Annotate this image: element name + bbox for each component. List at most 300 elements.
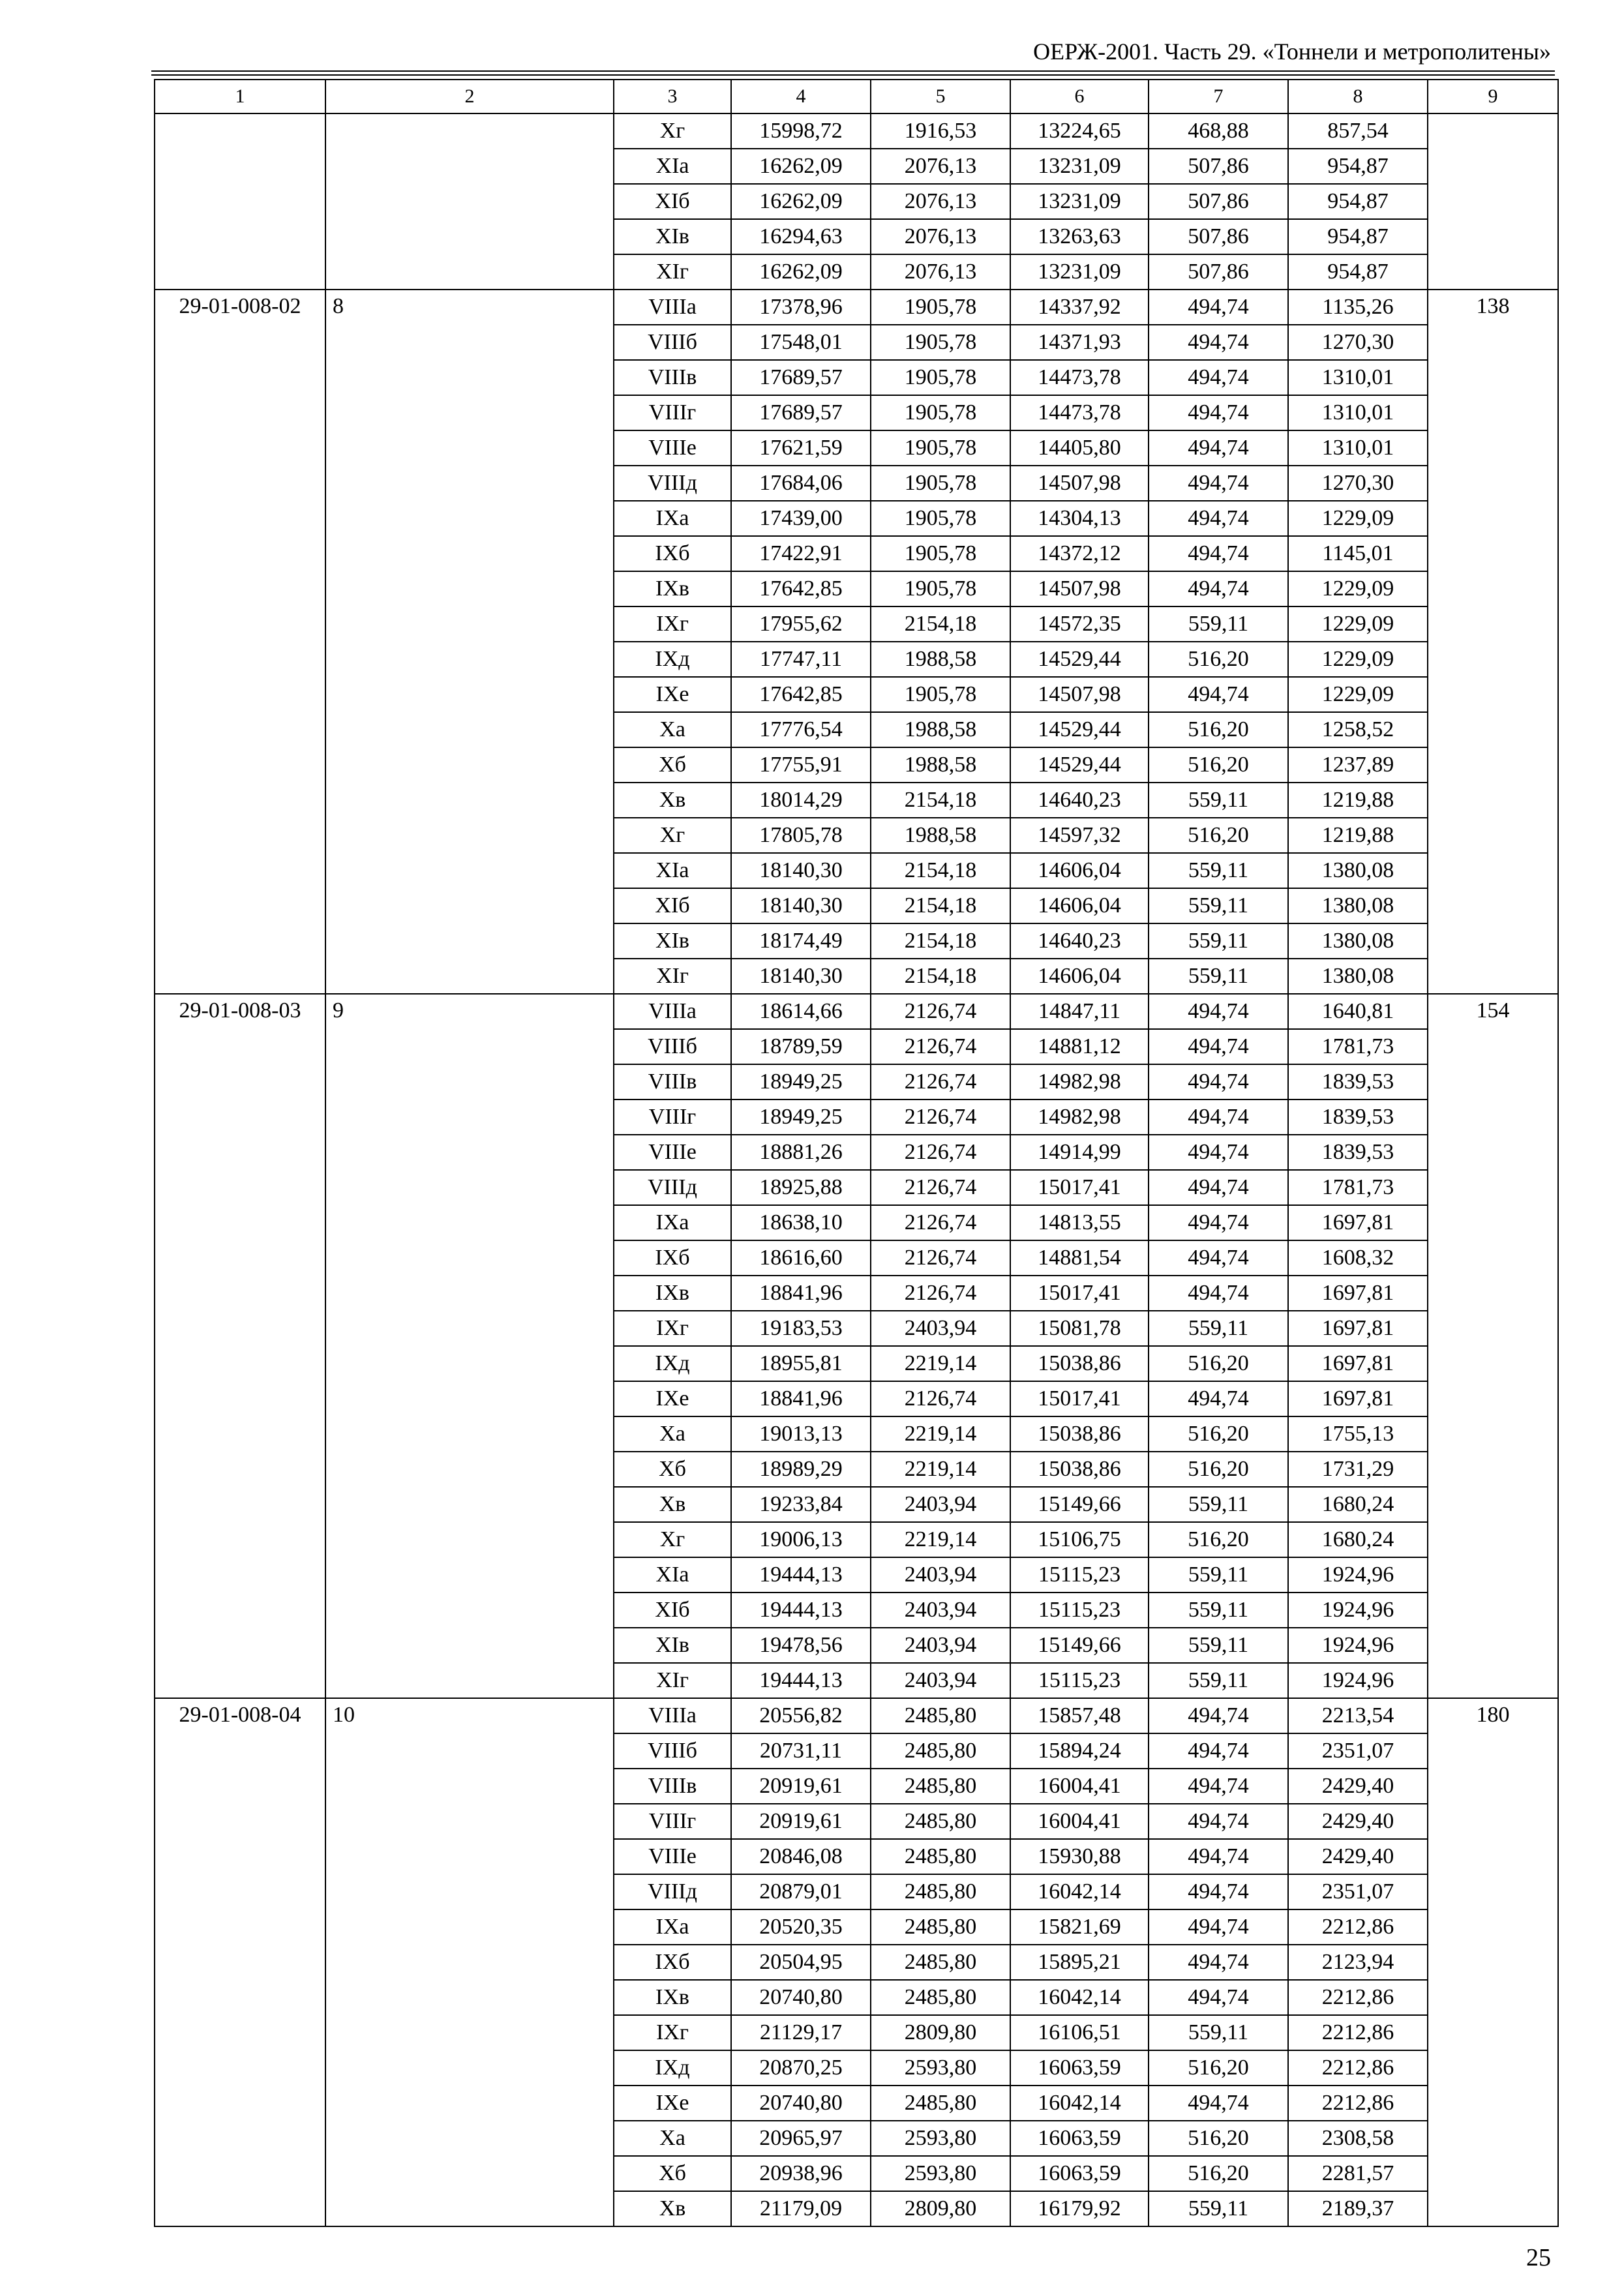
materials-cost: 1781,73: [1288, 1029, 1428, 1064]
materials-cost: 1258,52: [1288, 712, 1428, 747]
row-parameter: Xг: [614, 1522, 731, 1557]
machine-cost: 14813,55: [1010, 1205, 1149, 1240]
labor-cost: 2154,18: [871, 606, 1010, 642]
labor-cost: 2154,18: [871, 923, 1010, 959]
materials-cost: 1380,08: [1288, 888, 1428, 923]
labor-cost: 2076,13: [871, 219, 1010, 254]
machine-cost: 14606,04: [1010, 853, 1149, 888]
materials-cost: 2429,40: [1288, 1769, 1428, 1804]
row-parameter: Xб: [614, 1452, 731, 1487]
total-cost: 17955,62: [731, 606, 871, 642]
materials-cost: 1697,81: [1288, 1311, 1428, 1346]
materials-cost: 2212,86: [1288, 2086, 1428, 2121]
row-parameter: IXд: [614, 642, 731, 677]
column-number: 1: [155, 80, 325, 113]
labor-cost: 2485,80: [871, 1769, 1010, 1804]
row-parameter: VIIIд: [614, 1170, 731, 1205]
labor-cost: 1988,58: [871, 642, 1010, 677]
total-cost: 21129,17: [731, 2015, 871, 2050]
total-cost: 20919,61: [731, 1769, 871, 1804]
row-parameter: XIа: [614, 149, 731, 184]
materials-cost: 1924,96: [1288, 1628, 1428, 1663]
column-number: 8: [1288, 80, 1428, 113]
machine-cost: 16063,59: [1010, 2121, 1149, 2156]
materials-cost: 954,87: [1288, 219, 1428, 254]
row-parameter: Xб: [614, 2156, 731, 2191]
row-parameter: VIIIв: [614, 1064, 731, 1100]
labor-cost: 2126,74: [871, 1100, 1010, 1135]
header-rule: [151, 74, 1555, 76]
labor-cost: 2126,74: [871, 1029, 1010, 1064]
machine-cost: 16042,14: [1010, 1980, 1149, 2015]
row-parameter: Xа: [614, 1416, 731, 1452]
materials-cost: 1755,13: [1288, 1416, 1428, 1452]
machinist-wage: 516,20: [1149, 818, 1288, 853]
machine-cost: 14606,04: [1010, 959, 1149, 994]
labor-cost: 1905,78: [871, 571, 1010, 606]
rate-code: 29-01-008-03: [155, 994, 325, 1698]
labor-cost: 2126,74: [871, 1135, 1010, 1170]
machine-cost: 16179,92: [1010, 2191, 1149, 2226]
row-parameter: IXд: [614, 1346, 731, 1381]
column-number: 6: [1010, 80, 1149, 113]
total-cost: 20938,96: [731, 2156, 871, 2191]
machinist-wage: 494,74: [1149, 536, 1288, 571]
total-cost: 20965,97: [731, 2121, 871, 2156]
machinist-wage: 559,11: [1149, 1487, 1288, 1522]
machine-cost: 15895,21: [1010, 1945, 1149, 1980]
materials-cost: 954,87: [1288, 184, 1428, 219]
machinist-wage: 494,74: [1149, 1909, 1288, 1945]
machinist-wage: 507,86: [1149, 254, 1288, 290]
machinist-wage: 494,74: [1149, 1240, 1288, 1276]
materials-cost: 2351,07: [1288, 1733, 1428, 1769]
row-parameter: IXг: [614, 1311, 731, 1346]
total-cost: 16262,09: [731, 149, 871, 184]
labor-cost: 1905,78: [871, 360, 1010, 395]
labor-cost: 2593,80: [871, 2156, 1010, 2191]
machinist-wage: 516,20: [1149, 1452, 1288, 1487]
labor-cost: 1988,58: [871, 818, 1010, 853]
materials-cost: 1229,09: [1288, 501, 1428, 536]
machine-cost: 15017,41: [1010, 1381, 1149, 1416]
machinist-wage: 494,74: [1149, 1980, 1288, 2015]
labor-cost: 2126,74: [871, 1276, 1010, 1311]
machine-cost: 15017,41: [1010, 1276, 1149, 1311]
machine-cost: 15081,78: [1010, 1311, 1149, 1346]
machinist-wage: 494,74: [1149, 1874, 1288, 1909]
column-number: 2: [325, 80, 614, 113]
machinist-wage: 494,74: [1149, 2086, 1288, 2121]
machinist-wage: 559,11: [1149, 959, 1288, 994]
labor-cost: 2593,80: [871, 2050, 1010, 2086]
machine-cost: 14304,13: [1010, 501, 1149, 536]
machinist-wage: 516,20: [1149, 2156, 1288, 2191]
materials-cost: 1229,09: [1288, 677, 1428, 712]
materials-cost: 2281,57: [1288, 2156, 1428, 2191]
machinist-wage: 494,74: [1149, 1064, 1288, 1100]
row-parameter: Xа: [614, 2121, 731, 2156]
machinist-wage: 516,20: [1149, 712, 1288, 747]
machinist-wage: 559,11: [1149, 923, 1288, 959]
rate-code: 29-01-008-04: [155, 1698, 325, 2226]
total-cost: 20556,82: [731, 1698, 871, 1733]
machine-cost: 14640,23: [1010, 783, 1149, 818]
total-cost: 20870,25: [731, 2050, 871, 2086]
labor-cost: 1988,58: [871, 712, 1010, 747]
document-header-title: ОЕРЖ-2001. Часть 29. «Тоннели и метрополитены»: [1033, 38, 1551, 65]
labor-cost: 2809,80: [871, 2191, 1010, 2226]
labor-cost: 2403,94: [871, 1311, 1010, 1346]
machinist-wage: 494,74: [1149, 325, 1288, 360]
total-cost: 16262,09: [731, 254, 871, 290]
materials-cost: 1229,09: [1288, 642, 1428, 677]
materials-cost: 1310,01: [1288, 395, 1428, 430]
machine-cost: 14914,99: [1010, 1135, 1149, 1170]
column-number: 5: [871, 80, 1010, 113]
machinist-wage: 516,20: [1149, 1522, 1288, 1557]
row-parameter: Xг: [614, 113, 731, 149]
labor-cost: 1905,78: [871, 501, 1010, 536]
machinist-wage: 559,11: [1149, 783, 1288, 818]
total-cost: 17805,78: [731, 818, 871, 853]
materials-cost: 2123,94: [1288, 1945, 1428, 1980]
materials-cost: 1697,81: [1288, 1346, 1428, 1381]
row-parameter: Xб: [614, 747, 731, 783]
materials-cost: 1839,53: [1288, 1135, 1428, 1170]
row-parameter: IXе: [614, 1381, 731, 1416]
row-parameter: XIа: [614, 853, 731, 888]
rate-code-cell: [155, 113, 325, 290]
materials-cost: 1380,08: [1288, 959, 1428, 994]
materials-cost: 2429,40: [1288, 1804, 1428, 1839]
machine-cost: 14529,44: [1010, 642, 1149, 677]
machinist-wage: 559,11: [1149, 1663, 1288, 1698]
table-row: [155, 994, 1558, 1029]
row-parameter: IXв: [614, 1980, 731, 2015]
materials-cost: 1697,81: [1288, 1276, 1428, 1311]
row-parameter: VIIIв: [614, 360, 731, 395]
row-parameter: Xа: [614, 712, 731, 747]
materials-cost: 2212,86: [1288, 1909, 1428, 1945]
materials-cost: 1270,30: [1288, 466, 1428, 501]
table-row: [155, 290, 1558, 325]
labor-cost: 2219,14: [871, 1346, 1010, 1381]
rates-table: [154, 79, 1559, 2227]
row-parameter: Xв: [614, 2191, 731, 2226]
row-parameter: XIб: [614, 1593, 731, 1628]
total-cost: 18638,10: [731, 1205, 871, 1240]
materials-cost: 2189,37: [1288, 2191, 1428, 2226]
column-number: 9: [1428, 80, 1558, 113]
machine-cost: 14405,80: [1010, 430, 1149, 466]
labor-cost: 2126,74: [871, 1064, 1010, 1100]
total-cost: 18949,25: [731, 1064, 871, 1100]
row-parameter: Xв: [614, 1487, 731, 1522]
labor-cost: 2154,18: [871, 783, 1010, 818]
machine-cost: 14371,93: [1010, 325, 1149, 360]
machine-cost: 13231,09: [1010, 149, 1149, 184]
materials-cost: 1380,08: [1288, 853, 1428, 888]
labor-cost: 1905,78: [871, 290, 1010, 325]
total-cost: 20740,80: [731, 1980, 871, 2015]
machinist-wage: 494,74: [1149, 1205, 1288, 1240]
materials-cost: 1697,81: [1288, 1381, 1428, 1416]
row-parameter: VIIIе: [614, 1839, 731, 1874]
column-2-value: 10: [325, 1698, 614, 2226]
total-cost: 18989,29: [731, 1452, 871, 1487]
total-cost: 16294,63: [731, 219, 871, 254]
materials-cost: 2212,86: [1288, 2050, 1428, 2086]
materials-cost: 954,87: [1288, 149, 1428, 184]
labor-cost: 2485,80: [871, 1698, 1010, 1733]
row-parameter: IXв: [614, 571, 731, 606]
materials-cost: 1229,09: [1288, 571, 1428, 606]
total-cost: 19183,53: [731, 1311, 871, 1346]
machinist-wage: 559,11: [1149, 1557, 1288, 1593]
total-cost: 17439,00: [731, 501, 871, 536]
machinist-wage: 516,20: [1149, 642, 1288, 677]
total-cost: 18881,26: [731, 1135, 871, 1170]
machine-cost: 15149,66: [1010, 1487, 1149, 1522]
total-cost: 18140,30: [731, 853, 871, 888]
labor-cost: 2403,94: [871, 1593, 1010, 1628]
machine-cost: 16042,14: [1010, 2086, 1149, 2121]
machinist-wage: 494,74: [1149, 1381, 1288, 1416]
machinist-wage: 559,11: [1149, 606, 1288, 642]
machinist-wage: 494,74: [1149, 1135, 1288, 1170]
total-cost: 17689,57: [731, 395, 871, 430]
machinist-wage: 494,74: [1149, 290, 1288, 325]
total-cost: 17621,59: [731, 430, 871, 466]
row-parameter: XIб: [614, 184, 731, 219]
total-cost: 19013,13: [731, 1416, 871, 1452]
labor-cost: 2485,80: [871, 1980, 1010, 2015]
column-number: 3: [614, 80, 731, 113]
materials-cost: 1608,32: [1288, 1240, 1428, 1276]
row-parameter: Xг: [614, 818, 731, 853]
total-cost: 21179,09: [731, 2191, 871, 2226]
labor-cost: 2076,13: [871, 149, 1010, 184]
row-parameter: VIIIг: [614, 1100, 731, 1135]
machine-cost: 15821,69: [1010, 1909, 1149, 1945]
labor-cost: 2485,80: [871, 2086, 1010, 2121]
machinist-wage: 494,74: [1149, 1100, 1288, 1135]
machine-cost: 14507,98: [1010, 571, 1149, 606]
machinist-wage: 468,88: [1149, 113, 1288, 149]
machine-cost: 16004,41: [1010, 1804, 1149, 1839]
labor-cost: 2403,94: [871, 1557, 1010, 1593]
machinist-wage: 507,86: [1149, 184, 1288, 219]
machinist-wage: 559,11: [1149, 888, 1288, 923]
rate-code: 29-01-008-02: [155, 290, 325, 994]
labor-cost: 1905,78: [871, 395, 1010, 430]
total-cost: 17776,54: [731, 712, 871, 747]
labor-cost: 2403,94: [871, 1628, 1010, 1663]
labor-cost: 2076,13: [871, 184, 1010, 219]
labor-cost: 2154,18: [871, 853, 1010, 888]
labor-cost: 2219,14: [871, 1522, 1010, 1557]
column-2-value: 8: [325, 290, 614, 994]
row-parameter: IXд: [614, 2050, 731, 2086]
machinist-wage: 516,20: [1149, 1346, 1288, 1381]
materials-cost: 1135,26: [1288, 290, 1428, 325]
labor-cost: 2593,80: [871, 2121, 1010, 2156]
row-parameter: IXв: [614, 1276, 731, 1311]
column-number: 7: [1149, 80, 1288, 113]
total-cost: 18841,96: [731, 1276, 871, 1311]
materials-cost: 1380,08: [1288, 923, 1428, 959]
total-cost: 20740,80: [731, 2086, 871, 2121]
materials-cost: 2351,07: [1288, 1874, 1428, 1909]
labor-cost: 2126,74: [871, 1240, 1010, 1276]
row-parameter: IXг: [614, 2015, 731, 2050]
materials-cost: 1229,09: [1288, 606, 1428, 642]
labor-cost: 2485,80: [871, 1874, 1010, 1909]
labor-cost: 2126,74: [871, 994, 1010, 1029]
row-parameter: IXе: [614, 677, 731, 712]
column-9-value: 138: [1428, 290, 1558, 994]
machine-cost: 14847,11: [1010, 994, 1149, 1029]
labor-cost: 2126,74: [871, 1381, 1010, 1416]
labor-cost: 1905,78: [871, 466, 1010, 501]
machinist-wage: 494,74: [1149, 1945, 1288, 1980]
machinist-wage: 559,11: [1149, 1628, 1288, 1663]
labor-cost: 1905,78: [871, 677, 1010, 712]
row-parameter: XIб: [614, 888, 731, 923]
machine-cost: 16042,14: [1010, 1874, 1149, 1909]
machine-cost: 15857,48: [1010, 1698, 1149, 1733]
total-cost: 17642,85: [731, 571, 871, 606]
row-parameter: IXб: [614, 1945, 731, 1980]
total-cost: 20846,08: [731, 1839, 871, 1874]
machinist-wage: 494,74: [1149, 677, 1288, 712]
column-9-cell: [1428, 113, 1558, 290]
total-cost: 18616,60: [731, 1240, 871, 1276]
row-parameter: XIв: [614, 1628, 731, 1663]
total-cost: 20919,61: [731, 1804, 871, 1839]
header-rule: [151, 70, 1555, 72]
column-9-value: 180: [1428, 1698, 1558, 2226]
row-parameter: XIг: [614, 959, 731, 994]
materials-cost: 1781,73: [1288, 1170, 1428, 1205]
machinist-wage: 516,20: [1149, 2050, 1288, 2086]
materials-cost: 1680,24: [1288, 1522, 1428, 1557]
materials-cost: 1924,96: [1288, 1593, 1428, 1628]
machinist-wage: 559,11: [1149, 853, 1288, 888]
labor-cost: 2485,80: [871, 1804, 1010, 1839]
row-parameter: IXе: [614, 2086, 731, 2121]
machine-cost: 14982,98: [1010, 1064, 1149, 1100]
machine-cost: 14473,78: [1010, 360, 1149, 395]
total-cost: 17747,11: [731, 642, 871, 677]
materials-cost: 1924,96: [1288, 1663, 1428, 1698]
machinist-wage: 494,74: [1149, 994, 1288, 1029]
total-cost: 19444,13: [731, 1557, 871, 1593]
machinist-wage: 559,11: [1149, 1593, 1288, 1628]
materials-cost: 1219,88: [1288, 818, 1428, 853]
machine-cost: 13231,09: [1010, 254, 1149, 290]
column-2-cell: [325, 113, 614, 290]
total-cost: 18955,81: [731, 1346, 871, 1381]
materials-cost: 2213,54: [1288, 1698, 1428, 1733]
total-cost: 18841,96: [731, 1381, 871, 1416]
machine-cost: 14640,23: [1010, 923, 1149, 959]
row-parameter: VIIIб: [614, 1029, 731, 1064]
machine-cost: 16063,59: [1010, 2156, 1149, 2191]
labor-cost: 2076,13: [871, 254, 1010, 290]
total-cost: 15998,72: [731, 113, 871, 149]
row-parameter: VIIIв: [614, 1769, 731, 1804]
materials-cost: 1839,53: [1288, 1064, 1428, 1100]
row-parameter: VIIIе: [614, 430, 731, 466]
machinist-wage: 507,86: [1149, 219, 1288, 254]
row-parameter: IXб: [614, 536, 731, 571]
machine-cost: 14606,04: [1010, 888, 1149, 923]
machinist-wage: 516,20: [1149, 2121, 1288, 2156]
labor-cost: 2219,14: [871, 1452, 1010, 1487]
row-parameter: VIIIд: [614, 466, 731, 501]
labor-cost: 2219,14: [871, 1416, 1010, 1452]
materials-cost: 954,87: [1288, 254, 1428, 290]
row-parameter: IXа: [614, 501, 731, 536]
labor-cost: 2154,18: [871, 888, 1010, 923]
machinist-wage: 494,74: [1149, 1170, 1288, 1205]
machine-cost: 14881,54: [1010, 1240, 1149, 1276]
labor-cost: 1988,58: [871, 747, 1010, 783]
machine-cost: 14529,44: [1010, 747, 1149, 783]
materials-cost: 1310,01: [1288, 360, 1428, 395]
machine-cost: 14597,32: [1010, 818, 1149, 853]
machine-cost: 14473,78: [1010, 395, 1149, 430]
machinist-wage: 507,86: [1149, 149, 1288, 184]
row-parameter: VIIIг: [614, 1804, 731, 1839]
labor-cost: 2403,94: [871, 1487, 1010, 1522]
table-row: [155, 1698, 1558, 1733]
machinist-wage: 559,11: [1149, 2191, 1288, 2226]
row-parameter: VIIIг: [614, 395, 731, 430]
page-number: 25: [1526, 2244, 1551, 2271]
materials-cost: 1839,53: [1288, 1100, 1428, 1135]
labor-cost: 2403,94: [871, 1663, 1010, 1698]
total-cost: 18789,59: [731, 1029, 871, 1064]
machine-cost: 16063,59: [1010, 2050, 1149, 2086]
labor-cost: 1905,78: [871, 430, 1010, 466]
row-parameter: Xв: [614, 783, 731, 818]
machine-cost: 15038,86: [1010, 1416, 1149, 1452]
total-cost: 18174,49: [731, 923, 871, 959]
total-cost: 16262,09: [731, 184, 871, 219]
row-parameter: VIIIе: [614, 1135, 731, 1170]
column-2-value: 9: [325, 994, 614, 1698]
machine-cost: 15894,24: [1010, 1733, 1149, 1769]
machinist-wage: 559,11: [1149, 1311, 1288, 1346]
total-cost: 19006,13: [731, 1522, 871, 1557]
total-cost: 17689,57: [731, 360, 871, 395]
machinist-wage: 494,74: [1149, 1804, 1288, 1839]
total-cost: 17422,91: [731, 536, 871, 571]
total-cost: 20731,11: [731, 1733, 871, 1769]
column-number: 4: [731, 80, 871, 113]
machine-cost: 15038,86: [1010, 1346, 1149, 1381]
row-parameter: XIа: [614, 1557, 731, 1593]
machine-cost: 14372,12: [1010, 536, 1149, 571]
labor-cost: 2485,80: [871, 1909, 1010, 1945]
total-cost: 17684,06: [731, 466, 871, 501]
materials-cost: 1924,96: [1288, 1557, 1428, 1593]
labor-cost: 2809,80: [871, 2015, 1010, 2050]
total-cost: 17755,91: [731, 747, 871, 783]
